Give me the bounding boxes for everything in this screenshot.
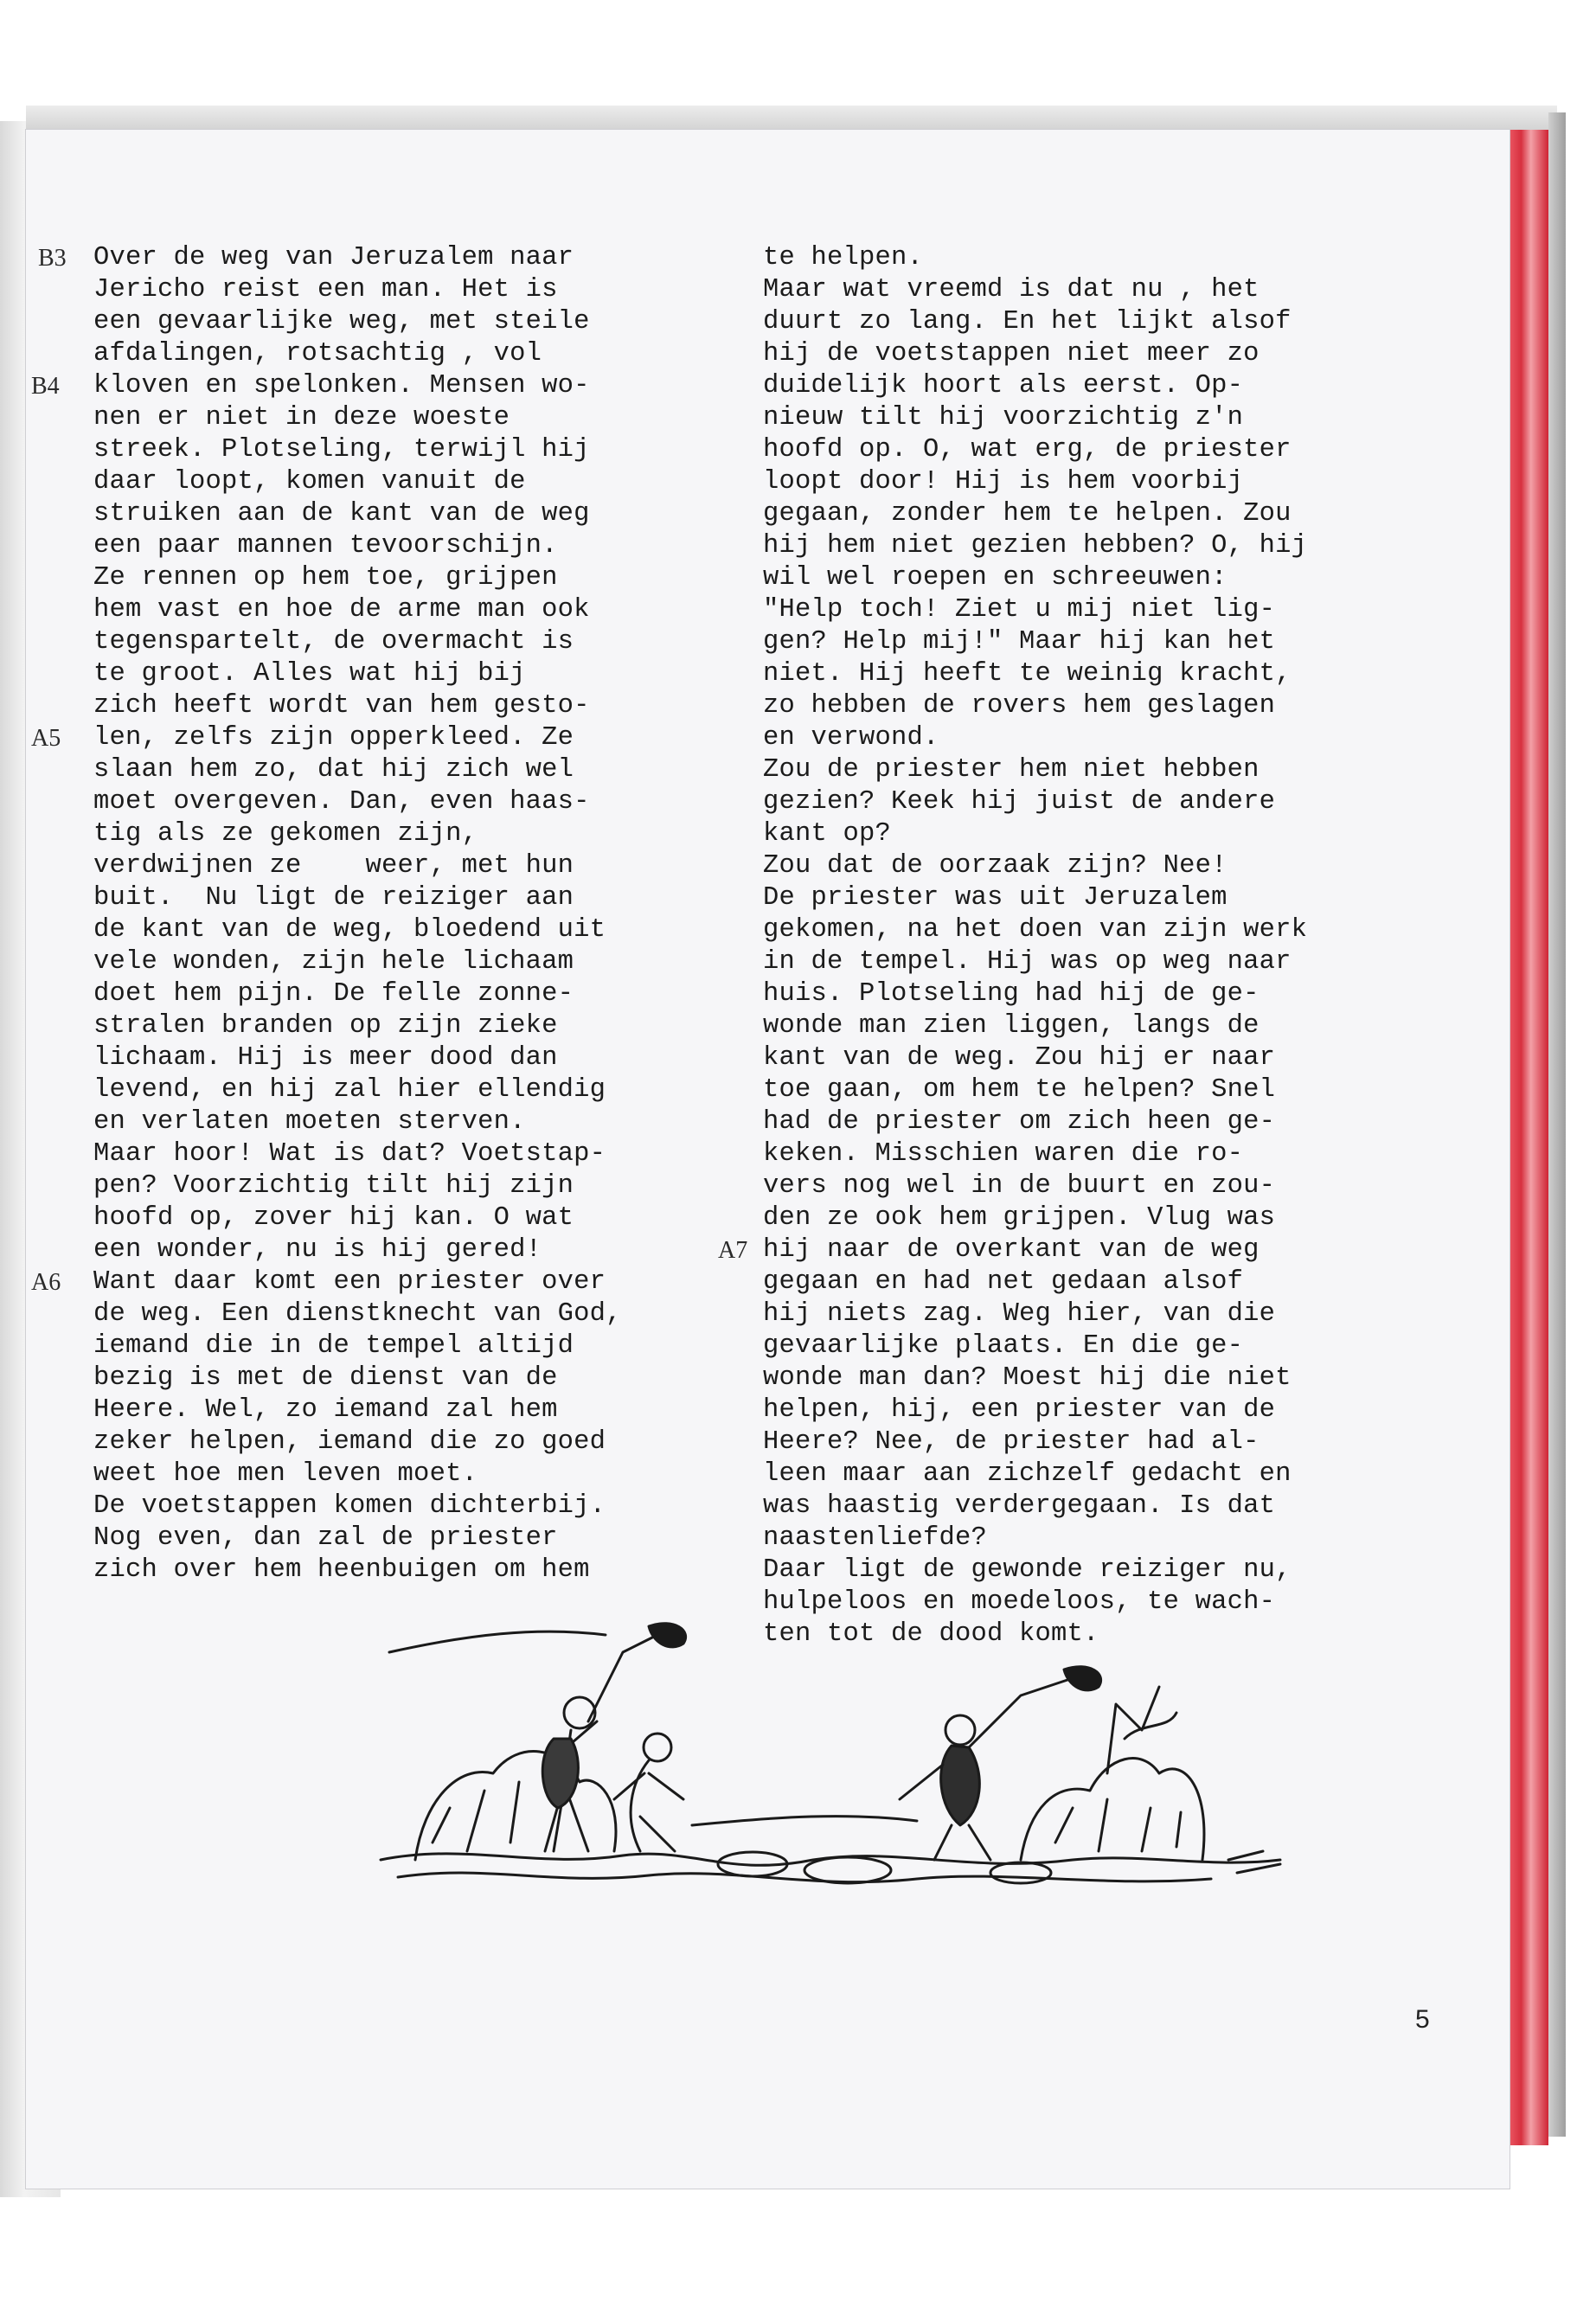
text-line: verdwijnen ze weer, met hun — [93, 851, 574, 881]
text-line: Nog even, dan zal de priester — [93, 1523, 558, 1553]
text-line: in de tempel. Hij was op weg naar — [763, 947, 1292, 977]
text-line: een gevaarlijke weg, met steile — [93, 307, 590, 336]
text-line: hulpeloos en moedeloos, te wach- — [763, 1587, 1276, 1617]
marker-b3: B3 — [38, 245, 67, 272]
marker-a5: A5 — [31, 725, 61, 752]
text-line: en verwond. — [763, 723, 939, 753]
book-top-edge — [26, 106, 1557, 131]
text-line: Want daar komt een priester over — [93, 1267, 606, 1297]
text-line: pen? Voorzichtig tilt hij zijn — [93, 1171, 574, 1201]
text-line: Over de weg van Jeruzalem naar — [93, 243, 574, 272]
text-line: struiken aan de kant van de weg — [93, 499, 590, 529]
text-line: zich heeft wordt van hem gesto- — [93, 691, 590, 721]
text-line: tegenspartelt, de overmacht is — [93, 627, 574, 657]
text-line: levend, en hij zal hier ellendig — [93, 1075, 606, 1105]
text-line: Ze rennen op hem toe, grijpen — [93, 563, 558, 593]
text-line: zo hebben de rovers hem geslagen — [763, 691, 1276, 721]
text-line: doet hem pijn. De felle zonne- — [93, 979, 574, 1009]
text-line: gegaan, zonder hem te helpen. Zou — [763, 499, 1292, 529]
text-line: loopt door! Hij is hem voorbij — [763, 467, 1244, 497]
book-red-binding — [1509, 130, 1548, 2145]
text-line: slaan hem zo, dat hij zich wel — [93, 755, 574, 785]
text-line: gen? Help mij!" Maar hij kan het — [763, 627, 1276, 657]
text-line: gevaarlijke plaats. En die ge- — [763, 1331, 1244, 1361]
text-line: daar loopt, komen vanuit de — [93, 467, 526, 497]
text-line: ten tot de dood komt. — [763, 1619, 1099, 1649]
text-line: wonde man dan? Moest hij die niet — [763, 1363, 1292, 1393]
text-line: buit. Nu ligt de reiziger aan — [93, 883, 574, 913]
text-line: te groot. Alles wat hij bij — [93, 659, 526, 689]
text-line: Jericho reist een man. Het is — [93, 275, 558, 304]
marker-b4: B4 — [31, 373, 60, 400]
text-line: huis. Plotseling had hij de ge- — [763, 979, 1259, 1009]
text-line: gegaan en had net gedaan alsof — [763, 1267, 1244, 1297]
page-number: 5 — [1415, 2005, 1430, 2034]
text-line: de kant van de weg, bloedend uit — [93, 915, 606, 945]
text-line: zich over hem heenbuigen om hem — [93, 1555, 590, 1585]
text-line: hoofd op. O, wat erg, de priester — [763, 435, 1292, 465]
text-line: hij naar de overkant van de weg — [763, 1235, 1259, 1265]
text-line: den ze ook hem grijpen. Vlug was — [763, 1203, 1276, 1233]
text-line: nen er niet in deze woeste — [93, 403, 510, 433]
text-line: Maar wat vreemd is dat nu , het — [763, 275, 1259, 304]
right-column-text — [763, 242, 1438, 1650]
illustration-robbers-attack — [363, 1600, 1315, 1912]
text-line: "Help toch! Ziet u mij niet lig- — [763, 595, 1276, 625]
left-column-text — [93, 242, 751, 1586]
text-line: een paar mannen tevoorschijn. — [93, 531, 558, 561]
text-line: wil wel roepen en schreeuwen: — [763, 563, 1227, 593]
text-line: gezien? Keek hij juist de andere — [763, 787, 1276, 817]
text-line: kant van de weg. Zou hij er naar — [763, 1043, 1276, 1073]
text-line: hij de voetstappen niet meer zo — [763, 339, 1259, 369]
text-line: naastenliefde? — [763, 1523, 988, 1553]
text-line: en verlaten moeten sterven. — [93, 1107, 526, 1137]
text-line: Heere? Nee, de priester had al- — [763, 1427, 1259, 1457]
text-line: niet. Hij heeft te weinig kracht, — [763, 659, 1292, 689]
text-line: toe gaan, om hem te helpen? Snel — [763, 1075, 1276, 1105]
text-line: duurt zo lang. En het lijkt alsof — [763, 307, 1292, 336]
text-line: was haastig verdergegaan. Is dat — [763, 1491, 1276, 1521]
text-line: een wonder, nu is hij gered! — [93, 1235, 542, 1265]
marker-a7: A7 — [718, 1237, 748, 1264]
text-line: duidelijk hoort als eerst. Op- — [763, 371, 1244, 401]
text-line: leen maar aan zichzelf gedacht en — [763, 1459, 1292, 1489]
text-line: Daar ligt de gewonde reiziger nu, — [763, 1555, 1292, 1585]
text-line: Maar hoor! Wat is dat? Voetstap- — [93, 1139, 606, 1169]
text-line: iemand die in de tempel altijd — [93, 1331, 574, 1361]
text-line: zeker helpen, iemand die zo goed — [93, 1427, 606, 1457]
text-line: hem vast en hoe de arme man ook — [93, 595, 590, 625]
text-line: afdalingen, rotsachtig , vol — [93, 339, 542, 369]
text-line: streek. Plotseling, terwijl hij — [93, 435, 590, 465]
text-line: Heere. Wel, zo iemand zal hem — [93, 1395, 558, 1425]
text-line: len, zelfs zijn opperkleed. Ze — [93, 723, 574, 753]
text-line: wonde man zien liggen, langs de — [763, 1011, 1259, 1041]
text-line: stralen branden op zijn zieke — [93, 1011, 558, 1041]
text-line: hij hem niet gezien hebben? O, hij — [763, 531, 1308, 561]
text-line: helpen, hij, een priester van de — [763, 1395, 1276, 1425]
text-line: gekomen, na het doen van zijn werk — [763, 915, 1308, 945]
text-line: vers nog wel in de buurt en zou- — [763, 1171, 1276, 1201]
text-line: Zou de priester hem niet hebben — [763, 755, 1259, 785]
text-line: lichaam. Hij is meer dood dan — [93, 1043, 558, 1073]
text-line: kloven en spelonken. Mensen wo- — [93, 371, 590, 401]
text-line: hoofd op, zover hij kan. O wat — [93, 1203, 574, 1233]
text-line: nieuw tilt hij voorzichtig z'n — [763, 403, 1244, 433]
text-line: tig als ze gekomen zijn, — [93, 819, 478, 849]
text-line: weet hoe men leven moet. — [93, 1459, 478, 1489]
text-line: moet overgeven. Dan, even haas- — [93, 787, 590, 817]
text-line: bezig is met de dienst van de — [93, 1363, 558, 1393]
text-line: te helpen. — [763, 243, 924, 272]
marker-a6: A6 — [31, 1269, 61, 1296]
text-line: hij niets zag. Weg hier, van die — [763, 1299, 1276, 1329]
text-line: De priester was uit Jeruzalem — [763, 883, 1227, 913]
text-line: de weg. Een dienstknecht van God, — [93, 1299, 622, 1329]
book-cover-edge — [1548, 112, 1566, 2137]
text-line: De voetstappen komen dichterbij. — [93, 1491, 606, 1521]
text-line: Zou dat de oorzaak zijn? Nee! — [763, 851, 1227, 881]
text-line: keken. Misschien waren die ro- — [763, 1139, 1244, 1169]
text-line: had de priester om zich heen ge- — [763, 1107, 1276, 1137]
text-line: kant op? — [763, 819, 892, 849]
text-line: vele wonden, zijn hele lichaam — [93, 947, 574, 977]
